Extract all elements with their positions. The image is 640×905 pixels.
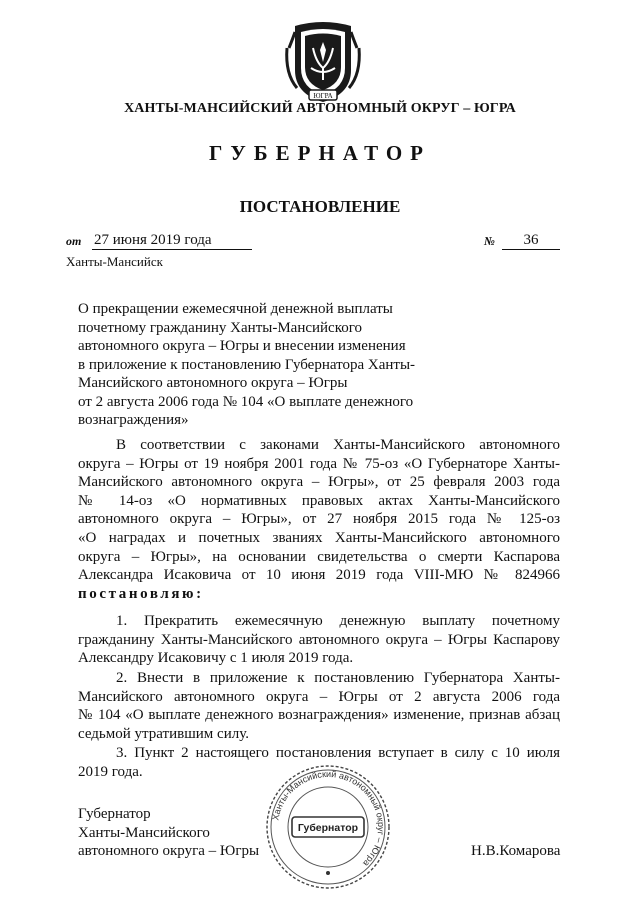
preamble-line: автономного округа – Югры», от 27 ноября 2015 года № 125-оз [78, 511, 560, 528]
authority-title: ГУБЕРНАТОР [208, 141, 432, 165]
preamble-line: округа – Югры», на основании свидетельства о смерти Каспарова [78, 548, 560, 565]
item-line: 2019 года. [78, 763, 143, 780]
item-line: гражданину Ханты-Мансийского автономного округа – Югры Каспарову [78, 631, 560, 648]
subject-line: в приложение к постановлению Губернатора Ханты- [78, 356, 416, 373]
official-stamp [264, 763, 392, 891]
preamble-line: «О наградах и почетных званиях Ханты-Мансийского автономного [78, 529, 560, 546]
item-2 [78, 669, 560, 743]
item-line: Александру Исаковичу с 1 июля 2019 года. [78, 650, 354, 667]
subject-line: автономного округа – Югры и внесении изменения [78, 338, 406, 354]
signature-title-line: автономного округа – Югры [78, 843, 260, 860]
resolve-word: постановляю: [78, 585, 204, 602]
item-line: седьмой утратившим силу. [78, 725, 249, 742]
number-prefix: № [484, 234, 495, 248]
item-line: 2. Внести в приложение к постановлению Губернатора Ханты- [116, 670, 560, 686]
document-date: 27 июня 2019 года [92, 232, 252, 250]
signature-title-line: Губернатор [78, 806, 151, 822]
subject-line: почетному гражданину Ханты-Мансийского [78, 319, 363, 336]
preamble-line: № 14-оз «О нормативных правовых актах Ханты-Мансийского [78, 492, 560, 509]
subject-line: Мансийского автономного округа – Югры [78, 375, 348, 391]
document-subject [78, 300, 416, 430]
date-prefix: от [66, 234, 82, 248]
document-number: 36 [502, 232, 560, 250]
stamp-ring-text: Ханты-Мансийский автономный округ – Югра [270, 768, 387, 869]
coat-of-arms-emblem [283, 18, 363, 106]
preamble-line: Мансийского автономного округа – Югры», от 25 февраля 2003 года [78, 474, 560, 491]
signature-title [78, 805, 259, 861]
issue-city: Ханты-Мансийск [66, 254, 163, 269]
preamble-paragraph [78, 436, 560, 603]
item-1 [78, 612, 560, 668]
preamble-line: округа – Югры от 19 ноября 2001 года № 75-оз «О Губернаторе Ханты- [78, 455, 560, 472]
preamble-line: В соответствии с законами Ханты-Мансийского автономного [116, 437, 560, 453]
document-type: ПОСТАНОВЛЕНИЕ [239, 197, 401, 216]
item-line: 3. Пункт 2 настоящего постановления вступает в силу с 10 июля [116, 745, 560, 761]
stamp-center-text: Губернатор [297, 822, 359, 834]
subject-line: вознаграждения» [78, 412, 189, 428]
item-line: 1. Прекратить ежемесячную денежную выплату почетному [116, 613, 560, 629]
emblem-label: ЮГРА [313, 92, 333, 100]
region-title: ХАНТЫ-МАНСИЙСКИЙ АВТОНОМНЫЙ ОКРУГ – ЮГРА [124, 101, 516, 116]
subject-line: О прекращении ежемесячной денежной выплаты [78, 301, 393, 317]
subject-line: от 2 августа 2006 года № 104 «О выплате денежного [78, 393, 414, 410]
signature-title-line: Ханты-Мансийского [78, 824, 210, 841]
item-line: Мансийского автономного округа – Югры от 2 августа 2006 года [78, 688, 560, 705]
item-line: № 104 «О выплате денежного вознаграждения» изменение, признав абзац [78, 707, 560, 724]
date-number-row [66, 232, 566, 254]
signer-name: Н.В.Комарова [471, 843, 561, 859]
preamble-line: Александра Исаковича от 10 июня 2019 года VIII-МЮ № 824966 [78, 567, 560, 584]
